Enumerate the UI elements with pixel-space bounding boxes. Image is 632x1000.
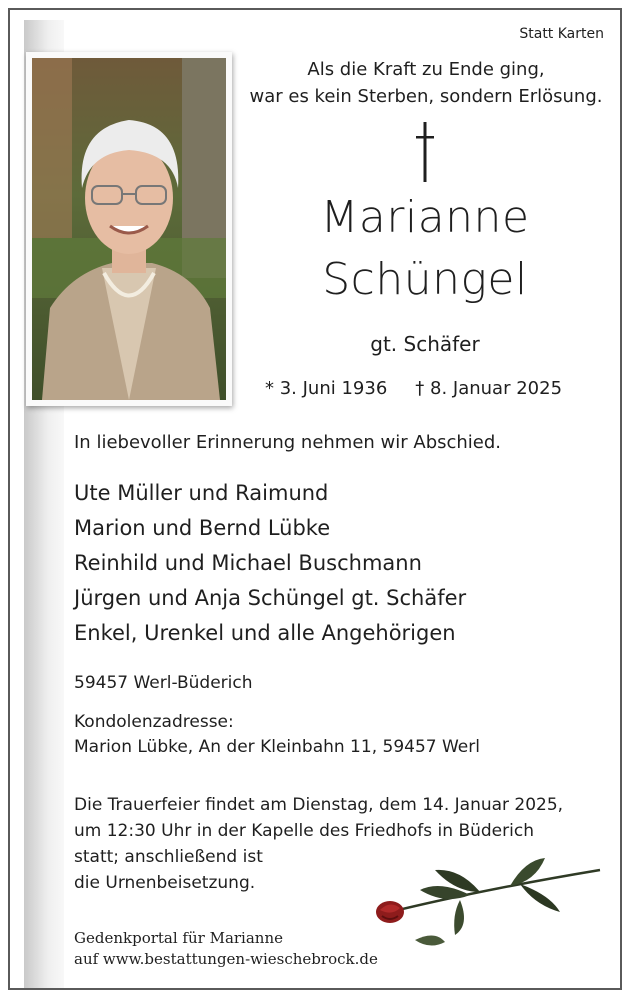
mourner-line: Marion und Bernd Lübke [74,516,331,540]
condolence-label: Kondolenzadresse: [74,712,234,732]
mourner-line: Reinhild und Michael Buschmann [74,551,422,575]
death-date: † 8. Januar 2025 [415,378,563,399]
birth-date: * 3. Juni 1936 [265,378,388,399]
condolence-block [74,710,480,760]
motto-line-1: Als die Kraft zu Ende ging, [307,59,545,80]
condolence-address: Marion Lübke, An der Kleinbahn 11, 59457 Werl [74,737,480,757]
ceremony-line: die Urnenbeisetzung. [74,873,256,893]
farewell-intro: In liebevoller Erinnerung nehmen wir Abschied. [74,432,502,453]
ceremony-line: Die Trauerfeier findet am Dienstag, dem 14. Januar 2025, [74,795,564,815]
memorial-portal [74,928,378,970]
mourner-line: Enkel, Urenkel und alle Angehörigen [74,621,456,645]
maiden-name: gt. Schäfer [370,332,480,356]
mourner-line: Ute Müller und Raimund [74,481,329,505]
mourner-line: Jürgen und Anja Schüngel gt. Schäfer [74,586,467,610]
motto [236,56,616,110]
life-dates [265,378,562,399]
statt-karten-label: Statt Karten [519,26,604,42]
portal-link[interactable]: auf www.bestattungen-wieschebrock.de [74,950,378,968]
cross-icon [410,122,440,182]
motto-line-2: war es kein Sterben, sondern Erlösung. [249,86,603,107]
mourners-list [74,476,466,651]
ceremony-line: um 12:30 Uhr in der Kapelle des Friedhofs in Büderich [74,821,534,841]
rose-icon [360,850,610,960]
deceased-last-name: Schüngel [322,254,528,305]
portrait-photo [32,58,226,400]
location: 59457 Werl-Büderich [74,673,253,693]
deceased-first-name: Marianne [320,192,530,243]
portrait-photo-frame [26,52,232,406]
portal-line-1: Gedenkportal für Marianne [74,929,283,947]
ceremony-line: statt; anschließend ist [74,847,263,867]
